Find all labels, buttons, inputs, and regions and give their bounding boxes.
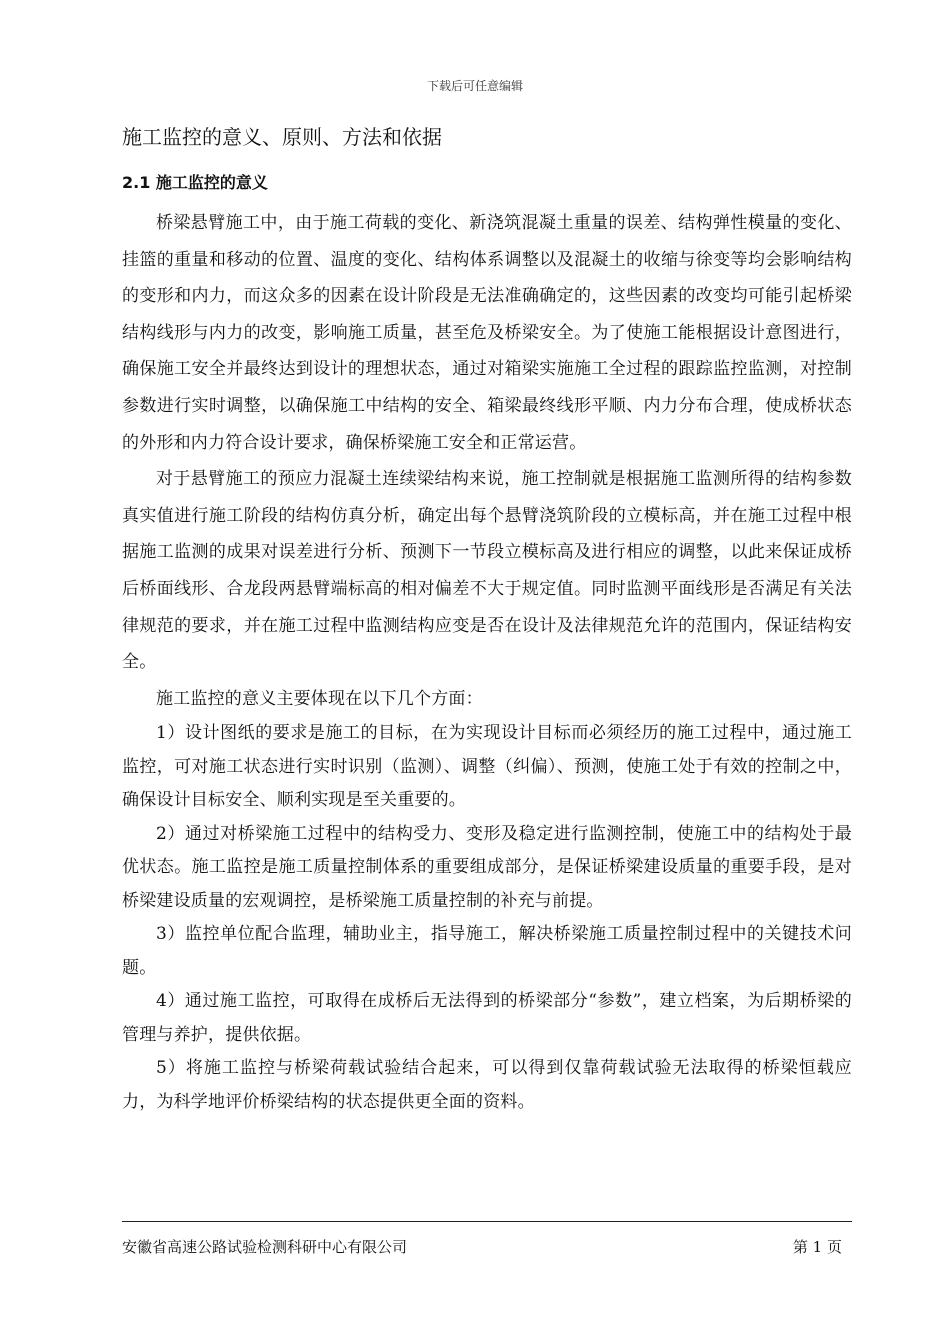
paragraph-2: 对于悬臂施工的预应力混凝土连续梁结构来说，施工控制就是根据施工监测所得的结构参数真实值进行施工阶段的结构仿真分析，确定出每个悬臂浇筑阶段的立模标高，并在施工过程中根据施工监测的成果对误差进行分析、预测下一节段立模标高及进行相应的调整，以此来保证成桥后桥面线形、合龙段两悬臂端标高的相对偏差不大于规定值。同时监测平面线形是否满足有关法律规范的要求，并在施工过程中监测结构应变是否在设计及法律规范允许的范围内，保证结构安全。 — [122, 469, 852, 673]
footer-divider — [122, 1221, 852, 1222]
footer-page-number: 第 1 页 — [792, 1238, 842, 1256]
list-item-2: 2）通过对桥梁施工过程中的结构受力、变形及稳定进行监测控制，使施工中的结构处于最优状态。施工监控是施工质量控制体系的重要组成部分，是保证桥梁建设质量的重要手段，是对桥梁建设质量的宏观调控，是桥梁施工质量控制的补充与前提。 — [122, 823, 852, 911]
header-note: 下载后可任意编辑 — [426, 79, 523, 93]
list-item-3: 3）监控单位配合监理，辅助业主，指导施工，解决桥梁施工质量控制过程中的关键技术问题。 — [122, 924, 852, 978]
list-item-5: 5）将施工监控与桥梁荷载试验结合起来，可以得到仅靠荷载试验无法取得的桥梁恒载应力，为科学地评价桥梁结构的状态提供更全面的资料。 — [122, 1058, 852, 1112]
paragraph-3: 施工监控的意义主要体现在以下几个方面： — [156, 688, 483, 709]
paragraph-1: 桥梁悬臂施工中，由于施工荷载的变化、新浇筑混凝土重量的误差、结构弹性模量的变化、挂篮的重量和移动的位置、温度的变化、结构体系调整以及混凝土的收缩与徐变等均会影响结构的变形和内力，而这众多的因素在设计阶段是无法准确确定的，这些因素的改变均可能引起桥梁结构线形与内力的改变，影响施工质量，甚至危及桥梁安全。为了使施工能根据设计意图进行，确保施工安全并最终达到设计的理想状态，通过对箱梁实施施工全过程的跟踪监控监测，对控制参数进行实时调整，以确保施工中结构的安全、箱梁最终线形平顺、内力分布合理，使成桥状态的外形和内力符合设计要求，确保桥梁施工安全和正常运营。 — [122, 213, 852, 453]
list-item-1: 1）设计图纸的要求是施工的目标，在为实现设计目标而必须经历的施工过程中，通过施工监控，可对施工状态进行实时识别（监测）、调整（纠偏）、预测，使施工处于有效的控制之中，确保设计目标安全、顺利实现是至关重要的。 — [122, 723, 852, 811]
section-heading: 2.1 施工监控的意义 — [122, 173, 268, 192]
document-body — [122, 122, 852, 1119]
document-title: 施工监控的意义、原则、方法和依据 — [122, 125, 442, 149]
footer-company: 安徽省高速公路试验检测科研中心有限公司 — [122, 1238, 408, 1256]
list-item-4: 4）通过施工监控，可取得在成桥后无法得到的桥梁部分“参数”，建立档案，为后期桥梁的管理与养护，提供依据。 — [122, 991, 852, 1045]
